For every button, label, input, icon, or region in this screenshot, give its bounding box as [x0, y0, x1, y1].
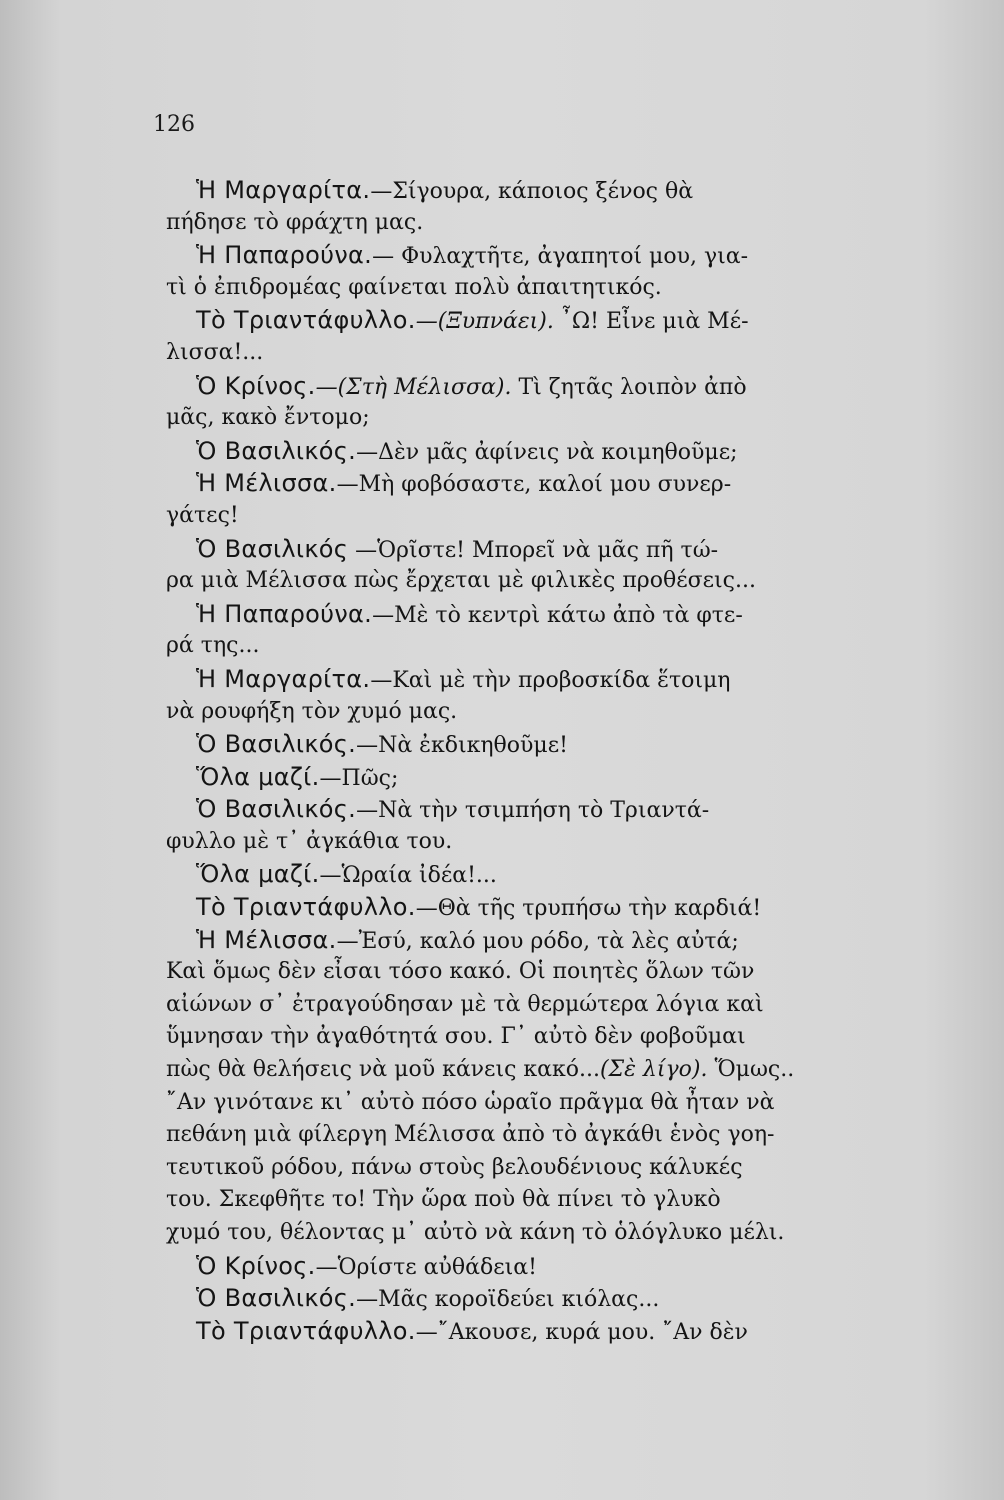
line-text: —Νὰ τὴν τσιμπήση τὸ Τριαντά- — [356, 798, 710, 824]
text-line — [166, 337, 906, 370]
line-text: —Μᾶς κοροϊδεύει κιόλας... — [356, 1287, 660, 1313]
line-text: Τὶ ζητᾶς λοιπὸν ἀπὸ — [511, 374, 747, 400]
text-line — [166, 239, 906, 272]
text-line — [166, 989, 906, 1022]
speaker-name: Ἡ Μέλισσα. — [196, 469, 337, 498]
stage-direction: —(Ξυπνάει). — [415, 309, 554, 335]
text-line — [166, 533, 906, 566]
text-line — [166, 858, 906, 891]
text-line — [166, 696, 906, 729]
text-line — [166, 402, 906, 435]
text-line — [166, 1021, 906, 1054]
text-line — [166, 630, 906, 663]
speaker-name: Ἡ Μαργαρίτα. — [196, 176, 371, 204]
text-line — [166, 500, 906, 533]
line-text: μᾶς, κακὸ ἔντομο; — [166, 405, 370, 431]
speaker-name: Ὁ Βασιλικός. — [196, 1284, 357, 1313]
text-line — [166, 272, 906, 305]
text-line — [166, 1119, 906, 1152]
page-number: 126 — [153, 112, 195, 137]
text-line — [166, 1250, 906, 1283]
line-text: πεθάνη μιὰ φίλεργη Μέλισσα ἀπὸ τὸ ἀγκάθι ἑνὸς γοη- — [166, 1122, 775, 1148]
text-line — [166, 793, 906, 826]
line-text: φυλλο μὲ τ᾽ ἀγκάθια του. — [166, 828, 453, 854]
line-text: ρά της... — [166, 633, 260, 659]
line-text: —Νὰ ἐκδικηθοῦμε! — [356, 733, 568, 759]
text-line — [166, 370, 906, 403]
line-text: —Ὁρῖστε! Μπορεῖ νὰ μᾶς πῆ τώ- — [348, 537, 719, 563]
speaker-name: Ὁ Βασιλικός. — [196, 730, 357, 759]
line-text: — Φυλαχτῆτε, ἀγαπητοί μου, για- — [372, 244, 749, 270]
stage-direction: (Σὲ λίγο). — [599, 1057, 708, 1083]
text-line — [166, 1217, 906, 1250]
line-text: —Καὶ μὲ τὴν προβοσκίδα ἕτοιμη — [370, 667, 731, 693]
speaker-name: Ὅλα μαζί. — [196, 762, 320, 791]
line-text: γάτες! — [166, 502, 239, 528]
line-text: —Ἐσύ, καλό μου ρόδο, τὰ λὲς αὐτά; — [336, 928, 739, 954]
speaker-name: Ἡ Μέλισσα. — [196, 925, 337, 954]
text-line — [166, 663, 906, 696]
text-line — [166, 891, 906, 924]
line-text: —Μὴ φοβόσαστε, καλοί μου συνερ- — [336, 472, 732, 498]
text-line — [166, 924, 906, 957]
text-line — [166, 207, 906, 240]
text-line — [166, 1054, 906, 1087]
line-text: του. Σκεφθῆτε το! Τὴν ὥρα ποὺ θὰ πίνει τὸ γλυκὸ — [166, 1187, 721, 1213]
speaker-name: Τὸ Τριαντάφυλλο. — [196, 893, 416, 922]
line-text: —Δὲν μᾶς ἀφίνεις νὰ κοιμηθοῦμε; — [356, 439, 738, 465]
text-line — [166, 728, 906, 761]
line-text: πὼς θὰ θελήσεις νὰ μοῦ κάνεις κακό... — [166, 1057, 600, 1083]
speaker-name: Ὅλα μαζί. — [196, 860, 320, 889]
line-text: τὶ ὁ ἐπιδρομέας φαίνεται πολὺ ἀπαιτητικός. — [166, 274, 662, 300]
text-line — [166, 435, 906, 468]
line-text: ὕμνησαν τὴν ἀγαθότητά σου. Γ᾽ αὐτὸ δὲν φοβοῦμαι — [166, 1024, 746, 1050]
play-text — [166, 174, 906, 1347]
speaker-name: Τὸ Τριαντάφυλλο. — [196, 306, 416, 335]
line-text: Ὅμως.. — [707, 1057, 795, 1083]
text-line — [166, 598, 906, 631]
speaker-name: Ἡ Παπαρούνα. — [196, 599, 373, 628]
text-line — [166, 826, 906, 859]
speaker-name: Ὁ Κρίνος. — [196, 371, 316, 400]
text-line — [166, 467, 906, 500]
line-text: —Ὁρίστε αὐθάδεια! — [315, 1254, 537, 1280]
text-line — [166, 1184, 906, 1217]
speaker-name: Ἡ Παπαρούνα. — [196, 241, 373, 270]
speaker-name: Τὸ Τριαντάφυλλο. — [196, 1316, 416, 1345]
text-line — [166, 761, 906, 794]
line-text: αἰώνων σ᾽ ἐτραγούδησαν μὲ τὰ θερμώτερα λόγια καὶ — [166, 991, 764, 1017]
text-line — [166, 304, 906, 337]
line-text: ῏Ω! Εἶνε μιὰ Μέ- — [553, 309, 749, 335]
line-text: ρα μιὰ Μέλισσα πὼς ἔρχεται μὲ φιλικὲς προθέσεις... — [166, 568, 756, 594]
speaker-name: Ὁ Βασιλικός — [196, 534, 349, 563]
text-line — [166, 565, 906, 598]
text-line — [166, 1315, 906, 1348]
speaker-name: Ὁ Βασιλικός. — [196, 436, 357, 465]
speaker-name: Ὁ Κρίνος. — [196, 1251, 316, 1280]
line-text: —Σίγουρα, κάποιος ξένος θὰ — [370, 179, 694, 204]
line-text: —Ὡραία ἰδέα!... — [319, 863, 497, 889]
line-text: λισσα!... — [166, 339, 264, 365]
text-line — [166, 174, 906, 207]
line-text: Καὶ ὅμως δὲν εἶσαι τόσο κακό. Οἱ ποιητὲς ὅλων τῶν — [166, 959, 755, 985]
line-text: χυμό του, θέλοντας μ᾽ αὐτὸ νὰ κάνη τὸ ὁλόγλυκο μέλι. — [166, 1220, 785, 1245]
line-text: —Θὰ τῆς τρυπήσω τὴν καρδιά! — [415, 896, 762, 922]
line-text: —Μὲ τὸ κεντρὶ κάτω ἀπὸ τὰ φτε- — [372, 602, 743, 628]
line-text: —Πῶς; — [319, 765, 399, 791]
line-text: ῎Αν γινότανε κι᾽ αὐτὸ πόσο ὡραῖο πρᾶγμα θὰ ἦταν νὰ — [166, 1089, 775, 1115]
speaker-name: Ἡ Μαργαρίτα. — [196, 664, 371, 693]
stage-direction: —(Στὴ Μέλισσα). — [315, 374, 512, 400]
text-line — [166, 1282, 906, 1315]
line-text: τευτικοῦ ρόδου, πάνω στοὺς βελουδένιους κάλυκές — [166, 1154, 743, 1180]
line-text: πήδησε τὸ φράχτη μας. — [166, 209, 424, 235]
text-line — [166, 1152, 906, 1185]
text-line — [166, 956, 906, 989]
line-text: —῎Ακουσε, κυρά μου. ῎Αν δὲν — [415, 1319, 748, 1345]
speaker-name: Ὁ Βασιλικός. — [196, 795, 357, 824]
text-line — [166, 1087, 906, 1120]
line-text: νὰ ρουφήξη τὸν χυμό μας. — [166, 698, 458, 724]
